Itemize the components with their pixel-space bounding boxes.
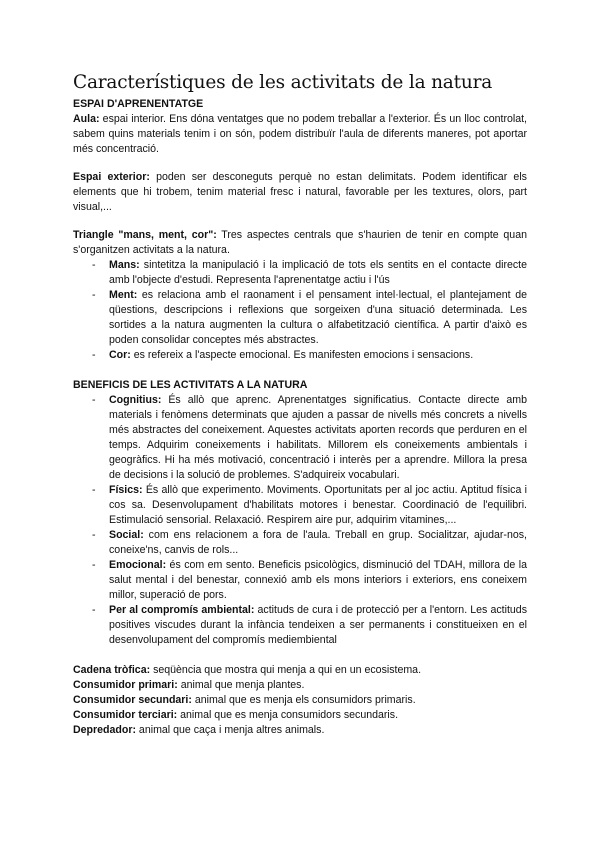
benefits-list — [73, 393, 527, 648]
page-title: Característiques de les activitats de la natura — [73, 72, 493, 93]
term-cadena-trofica: Cadena tròfica: — [73, 664, 151, 676]
text-consumidor-primari: animal que menja plantes. — [177, 679, 305, 691]
list-item-fisics — [109, 483, 527, 528]
list-item-social — [109, 528, 527, 558]
text-consumidor-terciari: animal que es menja consumidors secundaris. — [177, 709, 399, 721]
term-espai-exterior: Espai exterior: — [73, 171, 150, 183]
term-compromis: Per al compromís ambiental: — [109, 604, 255, 616]
term-fisics: Físics: — [109, 484, 143, 496]
paragraph-espai-exterior — [73, 170, 527, 215]
paragraph-aula — [73, 112, 527, 157]
definition-consumidor-secundari — [73, 693, 527, 708]
text-aula: espai interior. Ens dóna ventatges que no podem treballar a l'exterior. És un lloc controlat, sabem quins materials tenim i on són, podem distribuïr l'aula de diferents maneres, pot aportar més concentració. — [73, 113, 527, 155]
list-item-compromis — [109, 603, 527, 648]
definition-consumidor-terciari — [73, 708, 527, 723]
term-consumidor-primari: Consumidor primari: — [73, 679, 178, 691]
document-body — [73, 97, 527, 738]
paragraph-triangle — [73, 228, 527, 258]
definitions-block — [73, 663, 527, 738]
term-emocional: Emocional: — [109, 559, 167, 571]
term-consumidor-terciari: Consumidor terciari: — [73, 709, 178, 721]
list-item-cor — [109, 348, 527, 363]
text-triangle: Tres aspectes centrals que s'haurien de tenir en compte quan s'organitzen activitats a la natura. — [73, 229, 527, 256]
list-item-mans — [109, 258, 527, 288]
term-cor: Cor: — [109, 349, 131, 361]
text-espai-exterior: poden ser desconeguts perquè no estan delimitats. Podem identificar els elements que hi trobem, tenim material fresc i natural, favorable per les textures, olors, part visual,... — [73, 171, 527, 213]
list-item-ment — [109, 288, 527, 348]
section-heading-espai: ESPAI D'APRENENTATGE — [73, 98, 204, 110]
text-mans: sintetitza la manipulació i la implicació de tots els sentits en el contacte directe amb l'objecte d'estudi. Representa l'aprenentatge actiu i l'ús — [109, 259, 527, 286]
term-aula: Aula: — [73, 113, 100, 125]
triangle-list — [73, 258, 527, 363]
term-consumidor-secundari: Consumidor secundari: — [73, 694, 192, 706]
text-ment: es relaciona amb el raonament i el pensament intel·lectual, el plantejament de qüestions, descripcions i reflexions que sorgeixen d'una situació determinada. Les sortides a la natura augmenten la cultura o alfabetització científica. A partir d'això es poden consolidar conceptes més abstractes. — [109, 289, 527, 346]
list-item-cognitius — [109, 393, 527, 483]
term-mans: Mans: — [109, 259, 140, 271]
text-emocional: és com em sento. Beneficis psicològics, disminució del TDAH, millora de la salut mental i del benestar, connexió amb els mons interiors i exteriors, ens coneixem millor, superació de pors. — [109, 559, 527, 601]
text-fisics: És allò que experimento. Moviments. Oportunitats per al joc actiu. Aptitud física i cos sa. Desenvolupament d'habilitats motores i benestar. Coordinació de l'equilibri. Estimulació sensorial. Relaxació. Respirem aire pur, adquirim vitamines,... — [109, 484, 527, 526]
text-cognitius: És allò que aprenc. Aprenentatges significatius. Contacte directe amb materials i fenòmens determinats que ajuden a passar de nivells més concrets a nivells més abstractes del coneixement. Aquestes activitats aporten records que perduren en el temps. Adquirim coneixements i habilitats. Millorem els coneixements ambientals i geogràfics. Hi ha més motivació, concentració i interès per a aprendre. Millora la presa de decisions i la solució de problemes. S'adquireix vocabulari. — [109, 394, 527, 481]
text-social: com ens relacionem a fora de l'aula. Treball en grup. Socialitzar, ajudar-nos, coneixe'ns, canvis de rols... — [109, 529, 527, 556]
text-consumidor-secundari: animal que es menja els consumidors primaris. — [191, 694, 416, 706]
term-social: Social: — [109, 529, 144, 541]
text-cor: es refereix a l'aspecte emocional. Es manifesten emocions i sensacions. — [130, 349, 474, 361]
text-depredador: animal que caça i menja altres animals. — [135, 724, 325, 736]
term-ment: Ment: — [109, 289, 138, 301]
definition-consumidor-primari — [73, 678, 527, 693]
section-heading-beneficis: BENEFICIS DE LES ACTIVITATS A LA NATURA — [73, 379, 308, 391]
term-cognitius: Cognitius: — [109, 394, 162, 406]
definition-cadena-trofica — [73, 663, 527, 678]
text-compromis: actituds de cura i de protecció per a l'entorn. Les actituds positives viscudes durant la infància tendeixen a ser permanents i constitueixen en el desenvolupament del compromís mediembiental — [109, 604, 527, 646]
list-item-emocional — [109, 558, 527, 603]
term-triangle: Triangle "mans, ment, cor": — [73, 229, 217, 241]
term-depredador: Depredador: — [73, 724, 136, 736]
text-cadena-trofica: seqüència que mostra qui menja a qui en un ecosistema. — [150, 664, 422, 676]
definition-depredador — [73, 723, 527, 738]
